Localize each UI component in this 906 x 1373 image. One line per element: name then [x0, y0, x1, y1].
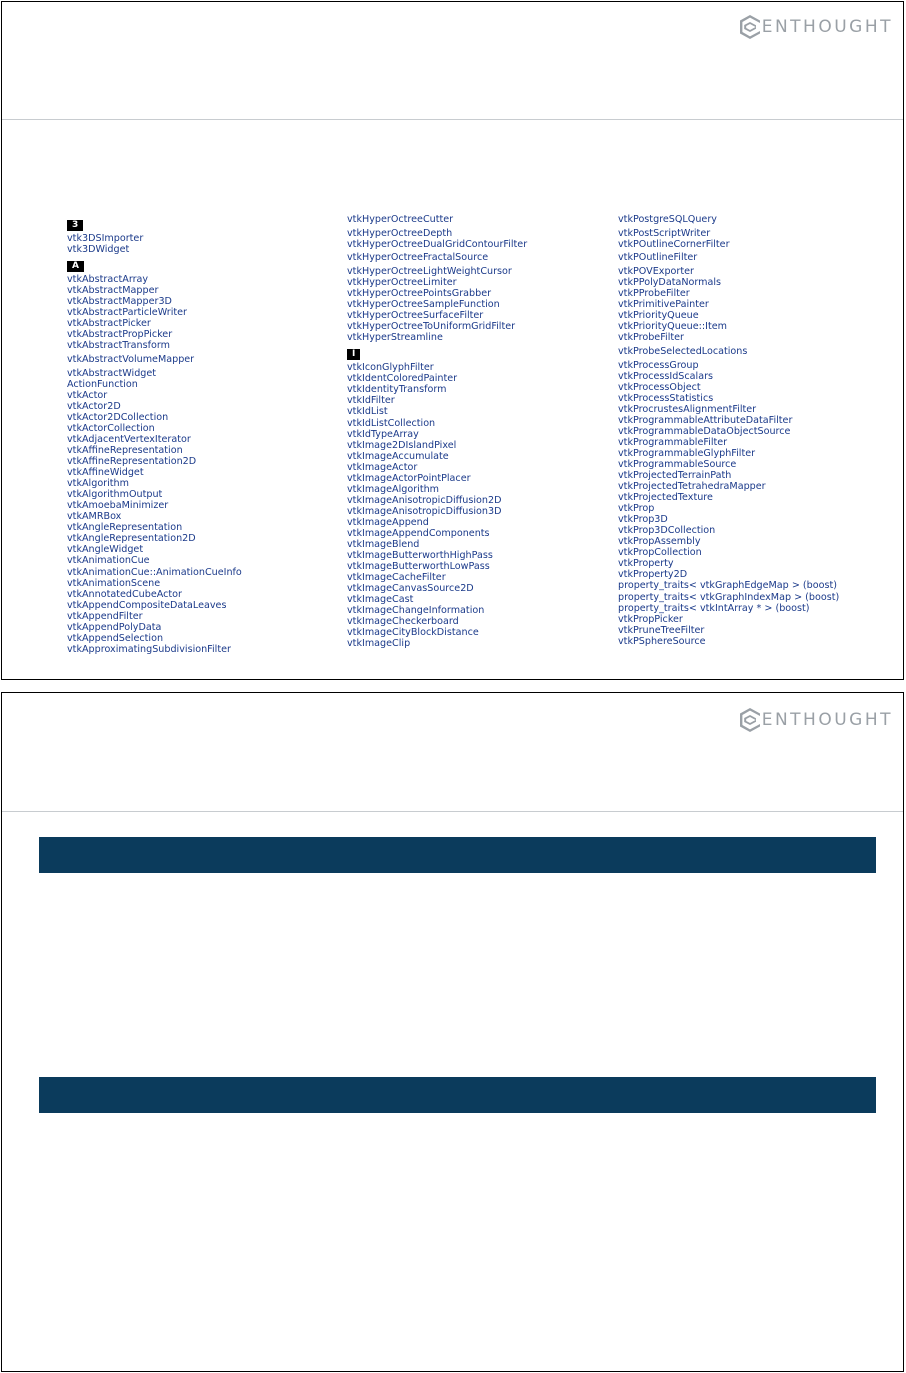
class-link[interactable]: vtkActorCollection — [67, 422, 155, 434]
class-link[interactable]: vtkHyperOctreeDepth — [347, 227, 453, 239]
class-link[interactable]: vtkProjectedTexture — [618, 492, 713, 504]
class-link[interactable]: vtkIdListCollection — [347, 417, 436, 429]
header-divider — [2, 811, 903, 812]
class-link[interactable]: vtkImageBlend — [347, 539, 420, 551]
class-link[interactable]: vtkImageCast — [347, 594, 414, 606]
class-link[interactable]: vtk3DWidget — [67, 244, 130, 256]
class-link[interactable]: property_traits< vtkGraphIndexMap > (boost) — [618, 591, 840, 603]
class-link[interactable]: vtkPruneTreeFilter — [618, 624, 705, 636]
class-link[interactable]: vtkProcessGroup — [618, 359, 699, 371]
class-link[interactable]: vtkAngleRepresentation — [67, 522, 183, 534]
class-link[interactable]: vtkImageCityBlockDistance — [347, 627, 479, 639]
class-link[interactable]: vtkPriorityQueue — [618, 310, 699, 322]
class-link[interactable]: vtkProp — [618, 503, 655, 515]
class-link[interactable]: vtkProgrammableDataObjectSource — [618, 425, 791, 437]
class-link[interactable]: vtkAbstractMapper3D — [67, 296, 172, 308]
class-link[interactable]: vtkImageActorPointPlacer — [347, 472, 471, 484]
enthought-logo — [739, 14, 893, 40]
class-link[interactable]: vtkProjectedTetrahedraMapper — [618, 481, 766, 493]
class-link[interactable]: vtkPOutlineCornerFilter — [618, 238, 730, 250]
index-column-2 — [347, 214, 617, 650]
class-link[interactable]: vtkImageButterworthHighPass — [347, 550, 493, 562]
class-link[interactable]: vtkProbeFilter — [618, 332, 684, 344]
class-link[interactable]: vtkIdFilter — [347, 395, 395, 407]
class-link[interactable]: vtkImageButterworthLowPass — [347, 561, 490, 573]
slide-1 — [1, 1, 904, 680]
class-link[interactable]: vtkImage2DIslandPixel — [347, 439, 457, 451]
class-link[interactable]: vtkPSphereSource — [618, 635, 706, 647]
class-link[interactable]: vtkAbstractPropPicker — [67, 329, 173, 341]
class-link[interactable]: vtkProperty — [618, 558, 674, 570]
class-link[interactable]: vtkPPolyDataNormals — [618, 277, 722, 289]
class-link[interactable]: property_traits< vtkGraphEdgeMap > (boost) — [618, 580, 837, 592]
class-link[interactable]: vtkHyperOctreeSurfaceFilter — [347, 310, 484, 322]
class-link[interactable]: vtkProbeSelectedLocations — [618, 345, 748, 357]
class-link[interactable]: vtkImageAccumulate — [347, 450, 449, 462]
class-link[interactable]: vtkAngleRepresentation2D — [67, 533, 196, 545]
class-link[interactable]: property_traits< vtkIntArray * > (boost) — [618, 602, 810, 614]
class-link[interactable]: ActionFunction — [67, 378, 138, 390]
class-link[interactable]: vtkHyperOctreeSampleFunction — [347, 299, 500, 311]
class-link[interactable]: vtkAdjacentVertexIterator — [67, 433, 191, 445]
class-link[interactable]: vtkPropCollection — [618, 547, 702, 559]
index-letter[interactable]: A — [67, 261, 84, 272]
class-link[interactable]: vtkAMRBox — [67, 511, 122, 523]
class-link[interactable]: vtkPropAssembly — [618, 536, 701, 548]
class-link[interactable]: vtkAnimationCue — [67, 555, 150, 567]
class-link[interactable]: vtkProgrammableSource — [618, 458, 737, 470]
index-column-1 — [67, 214, 337, 655]
class-link[interactable]: vtkAngleWidget — [67, 544, 144, 556]
class-link[interactable]: vtkHyperOctreeFractalSource — [347, 252, 489, 264]
class-link[interactable]: vtkHyperOctreeCutter — [347, 214, 454, 225]
class-link[interactable]: vtkAffineRepresentation — [67, 444, 183, 456]
class-link[interactable]: vtkProp3DCollection — [618, 525, 716, 537]
class-link[interactable]: vtkAlgorithmOutput — [67, 489, 163, 501]
class-link[interactable]: vtkPostScriptWriter — [618, 227, 711, 239]
class-link[interactable]: vtkHyperStreamline — [347, 332, 443, 344]
class-link[interactable]: vtkImageActor — [347, 461, 418, 473]
class-link[interactable]: vtkProperty2D — [618, 569, 688, 581]
class-link[interactable]: vtkImageCacheFilter — [347, 572, 446, 584]
class-link[interactable]: vtkActor2D — [67, 400, 121, 412]
class-link[interactable]: vtkIdentColoredPainter — [347, 373, 458, 385]
class-link[interactable]: vtkPProbeFilter — [618, 288, 690, 300]
class-link[interactable]: vtkPOutlineFilter — [618, 252, 698, 264]
class-link[interactable]: vtkProcessIdScalars — [618, 370, 714, 382]
class-link[interactable]: vtk3DSImporter — [67, 233, 144, 244]
class-link[interactable]: vtkImageAlgorithm — [347, 483, 440, 495]
index-column-3 — [618, 214, 888, 647]
class-link[interactable]: vtkAffineWidget — [67, 467, 144, 479]
class-link[interactable]: vtkAffineRepresentation2D — [67, 456, 197, 468]
enthought-logo-mark-icon — [739, 707, 761, 733]
class-link[interactable]: vtkAbstractArray — [67, 274, 149, 286]
class-link[interactable]: vtkPOVExporter — [618, 265, 694, 277]
slide-2 — [1, 692, 904, 1372]
class-link[interactable]: vtkAnnotatedCubeActor — [67, 588, 182, 600]
class-link[interactable]: vtkProgrammableGlyphFilter — [618, 447, 756, 459]
class-link[interactable]: vtkAppendCompositeDataLeaves — [67, 599, 227, 611]
class-link[interactable]: vtkActor — [67, 389, 108, 401]
class-link[interactable]: vtkAbstractVolumeMapper — [67, 354, 195, 366]
class-link[interactable]: vtkProcrustesAlignmentFilter — [618, 403, 757, 415]
class-link[interactable]: vtkIdentityTransform — [347, 384, 447, 396]
logo-text: ENTHOUGHT — [761, 710, 893, 730]
class-link[interactable]: vtkProp3D — [618, 514, 668, 526]
enthought-logo — [739, 707, 893, 733]
class-link[interactable]: vtkAbstractTransform — [67, 340, 170, 352]
class-link[interactable]: vtkAbstractParticleWriter — [67, 307, 187, 319]
class-link[interactable]: vtkAmoebaMinimizer — [67, 500, 169, 512]
class-link[interactable]: vtkProcessStatistics — [618, 392, 714, 404]
class-link[interactable]: vtkAnimationCue::AnimationCueInfo — [67, 566, 242, 578]
class-link[interactable]: vtkProgrammableAttributeDataFilter — [618, 414, 793, 426]
class-link[interactable]: vtkHyperOctreeLimiter — [347, 277, 457, 289]
class-link[interactable]: vtkHyperOctreeDualGridContourFilter — [347, 238, 528, 250]
class-link[interactable]: vtkPriorityQueue::Item — [618, 321, 727, 333]
class-link[interactable]: vtkImageCheckerboard — [347, 616, 459, 628]
class-link[interactable]: vtkImageCanvasSource2D — [347, 583, 474, 595]
class-link[interactable]: vtkAbstractPicker — [67, 318, 151, 330]
class-link[interactable]: vtkPropPicker — [618, 613, 683, 625]
class-link[interactable]: vtkPostgreSQLQuery — [618, 214, 717, 225]
class-link[interactable]: vtkHyperOctreePointsGrabber — [347, 288, 492, 300]
class-link[interactable]: vtkAbstractWidget — [67, 367, 157, 379]
class-link[interactable]: vtkImageAnisotropicDiffusion3D — [347, 505, 502, 517]
class-link[interactable]: vtkProcessObject — [618, 381, 701, 393]
header-divider — [2, 119, 903, 120]
class-link[interactable]: vtkAnimationScene — [67, 577, 161, 589]
class-link[interactable]: vtkPrimitivePainter — [618, 299, 709, 311]
section-header-bar — [39, 837, 876, 873]
index-letter[interactable]: I — [347, 349, 360, 360]
index-letter[interactable]: 3 — [67, 220, 83, 231]
class-link[interactable]: vtkAbstractMapper — [67, 285, 159, 297]
class-link[interactable]: vtkAlgorithm — [67, 478, 129, 490]
class-link[interactable]: vtkImageAppend — [347, 516, 429, 528]
class-link[interactable]: vtkHyperOctreeLightWeightCursor — [347, 265, 512, 277]
class-link[interactable]: vtkProgrammableFilter — [618, 436, 728, 448]
class-link[interactable]: vtkIconGlyphFilter — [347, 362, 434, 374]
class-link[interactable]: vtkProjectedTerrainPath — [618, 470, 732, 481]
class-link[interactable]: vtkAppendPolyData — [67, 621, 162, 633]
index-letter-heading — [67, 255, 337, 274]
section-header-bar — [39, 1077, 876, 1113]
class-link[interactable]: vtkApproximatingSubdivisionFilter — [67, 643, 231, 655]
class-link[interactable]: vtkImageAppendComponents — [347, 528, 490, 539]
index-letter-heading — [67, 214, 337, 233]
class-link[interactable]: vtkImageChangeInformation — [347, 605, 485, 617]
enthought-logo-mark-icon — [739, 14, 761, 40]
logo-text: ENTHOUGHT — [761, 17, 893, 37]
index-letter-heading — [347, 343, 617, 362]
class-link[interactable]: vtkActor2DCollection — [67, 411, 169, 423]
class-link[interactable]: vtkHyperOctreeToUniformGridFilter — [347, 321, 516, 333]
class-link[interactable]: vtkImageAnisotropicDiffusion2D — [347, 494, 502, 506]
class-link[interactable]: vtkIdList — [347, 406, 388, 418]
class-link[interactable]: vtkIdTypeArray — [347, 428, 419, 440]
class-link[interactable]: vtkAppendFilter — [67, 610, 143, 622]
class-link[interactable]: vtkAppendSelection — [67, 632, 164, 644]
class-link[interactable]: vtkImageClip — [347, 638, 411, 650]
